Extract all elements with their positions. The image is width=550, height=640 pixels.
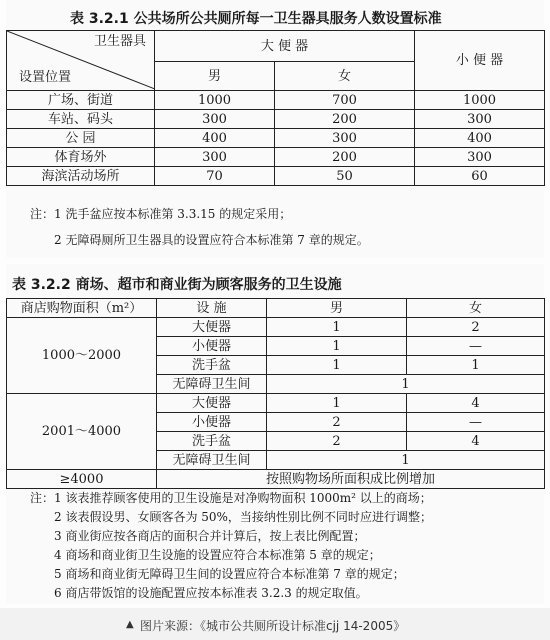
header-female: 女 — [275, 62, 415, 91]
male-cell: 1 — [267, 356, 407, 375]
header-facility: 设 施 — [157, 299, 267, 318]
table-3-2-2 — [6, 298, 545, 489]
table-3-2-2-note-6: 6 商店带饭馆的设施配置应按本标准表 3.2.3 的规定取值。 — [54, 586, 368, 600]
table-3-2-2-note-4: 4 商场和商业街卫生设施的设置应符合本标准第 5 章的规定； — [54, 548, 381, 562]
triangle-icon: ▲ — [126, 619, 134, 630]
female-cell: 200 — [275, 110, 415, 129]
header-female: 女 — [407, 299, 545, 318]
female-cell: 1 — [407, 356, 545, 375]
corner-top-label: 卫生器具 — [93, 34, 146, 49]
table-3-2-1-title: 表 3.2.1 公共场所公共厕所每一卫生器具服务人数设置标准 — [70, 11, 442, 27]
small-cell: 300 — [415, 148, 545, 167]
facility-cell: 小便器 — [157, 337, 267, 356]
facility-cell: 无障碍卫生间 — [157, 451, 267, 470]
table-3-2-2-note-3: 3 商业街应按各商店的面积合并计算后，按上表比例配置； — [54, 529, 366, 543]
table-3-2-1 — [6, 30, 545, 186]
corner-bottom-label: 设置位置 — [19, 70, 72, 85]
female-cell: 4 — [407, 394, 545, 413]
female-cell: 300 — [275, 129, 415, 148]
small-cell: 300 — [415, 110, 545, 129]
table-3-2-1-note-1: 注：1 洗手盆应按本标准第 3.3.15 的规定采用； — [30, 207, 292, 221]
table-header-row — [7, 299, 545, 318]
table-row — [7, 129, 545, 148]
female-cell: — — [407, 413, 545, 432]
access-value-cell: 1 — [267, 451, 545, 470]
small-cell: 1000 — [415, 91, 545, 110]
female-cell: 200 — [275, 148, 415, 167]
corner-cell — [7, 31, 155, 91]
female-cell: 50 — [275, 167, 415, 186]
last-text-cell: 按照购物场所面积成比例增加 — [157, 470, 545, 489]
male-cell: 1 — [267, 318, 407, 337]
place-cell: 车站、码头 — [7, 110, 155, 129]
header-small: 小 便 器 — [415, 31, 545, 91]
table-row — [7, 91, 545, 110]
female-cell: 700 — [275, 91, 415, 110]
table-3-2-2-title: 表 3.2.2 商场、超市和商业街为顾客服务的卫生设施 — [12, 277, 342, 293]
table-3-2-2-note-5: 5 商场和商业街无障碍卫生间的设置应符合本标准第 7 章的规定； — [54, 567, 405, 581]
table-3-2-2-note-2: 2 该表假设男、女顾客各为 50%，当接纳性别比例不同时应进行调整； — [54, 510, 432, 524]
male-cell: 2 — [267, 432, 407, 451]
header-male: 男 — [267, 299, 407, 318]
male-cell: 300 — [155, 148, 275, 167]
male-cell: 1 — [267, 394, 407, 413]
table-row — [7, 318, 545, 337]
facility-cell: 无障碍卫生间 — [157, 375, 267, 394]
female-cell: — — [407, 337, 545, 356]
access-value-cell: 1 — [267, 375, 545, 394]
area-last: ≥4000 — [7, 470, 157, 489]
table-row — [7, 110, 545, 129]
header-area: 商店购物面积（m²） — [7, 299, 157, 318]
header-big: 大 便 器 — [155, 31, 415, 62]
place-cell: 海滨活动场所 — [7, 167, 155, 186]
table-3-2-2-panel — [6, 264, 544, 604]
small-cell: 60 — [415, 167, 545, 186]
table-3-2-1-note-2: 2 无障碍厕所卫生器具的设置应符合本标准第 7 章的规定。 — [54, 233, 369, 247]
male-cell: 70 — [155, 167, 275, 186]
place-cell: 体育场外 — [7, 148, 155, 167]
female-cell: 2 — [407, 318, 545, 337]
facility-cell: 洗手盆 — [157, 432, 267, 451]
caption-text: 图片来源：《城市公共厕所设计标准cjj 14-2005》 — [140, 619, 406, 633]
table-row — [7, 394, 545, 413]
area-group-2: 2001～4000 — [7, 394, 157, 470]
male-cell: 1 — [267, 337, 407, 356]
male-cell: 400 — [155, 129, 275, 148]
table-row — [7, 167, 545, 186]
table-3-2-2-note-1: 注：1 该表推荐顾客使用的卫生设施是对净购物面积 1000m² 以上的商场； — [30, 491, 432, 505]
female-cell: 4 — [407, 432, 545, 451]
header-male: 男 — [155, 62, 275, 91]
small-cell: 400 — [415, 129, 545, 148]
facility-cell: 大便器 — [157, 394, 267, 413]
male-cell: 2 — [267, 413, 407, 432]
male-cell: 300 — [155, 110, 275, 129]
area-group-1: 1000～2000 — [7, 318, 157, 394]
facility-cell: 小便器 — [157, 413, 267, 432]
facility-cell: 洗手盆 — [157, 356, 267, 375]
place-cell: 广场、街道 — [7, 91, 155, 110]
image-caption — [0, 608, 550, 640]
table-3-2-1-panel — [6, 0, 544, 258]
table-row — [7, 470, 545, 489]
place-cell: 公 园 — [7, 129, 155, 148]
table-row — [7, 148, 545, 167]
male-cell: 1000 — [155, 91, 275, 110]
facility-cell: 大便器 — [157, 318, 267, 337]
